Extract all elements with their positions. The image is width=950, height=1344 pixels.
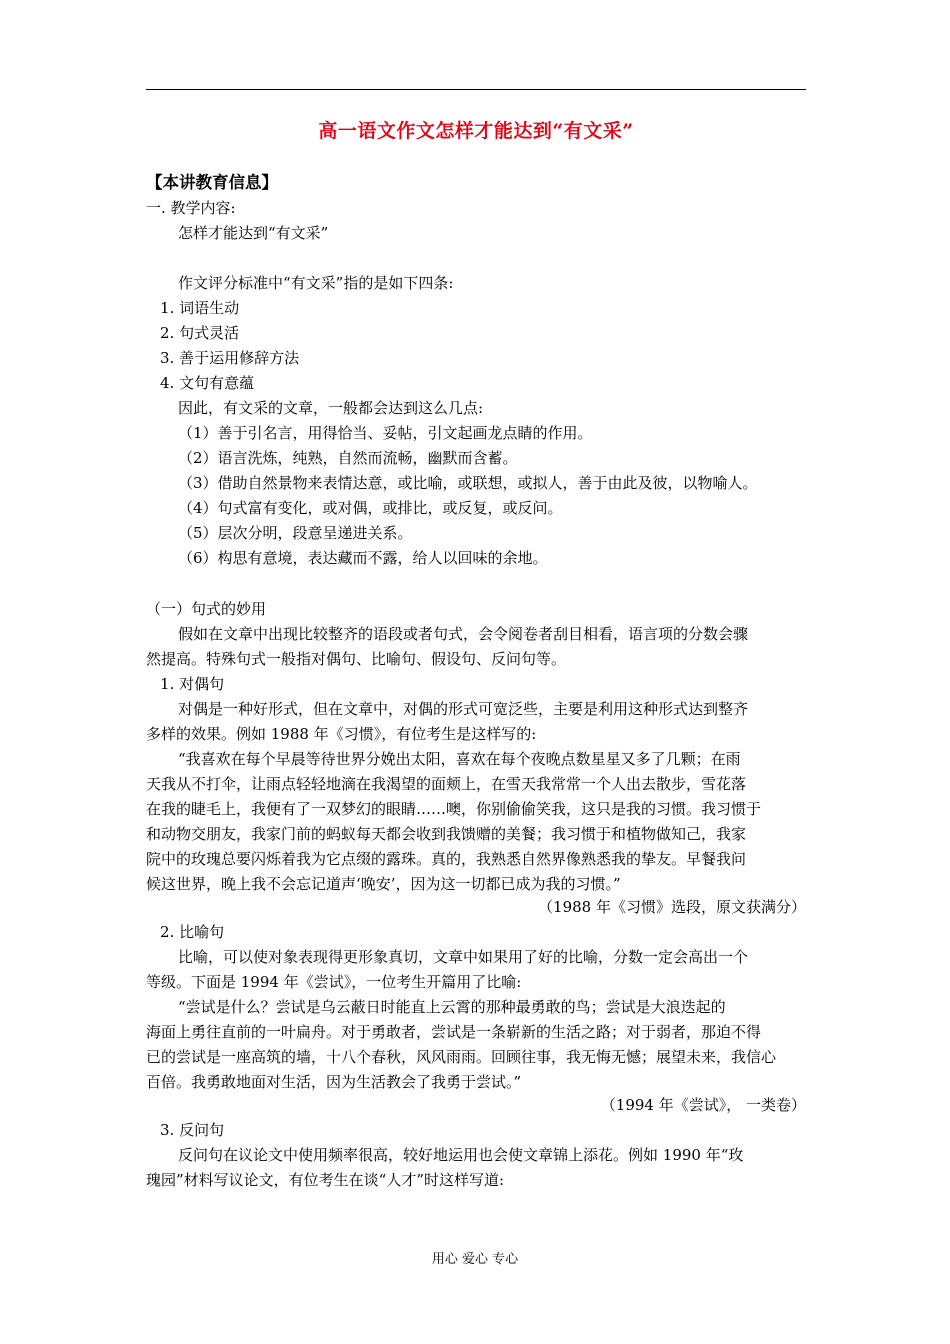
criteria-item-2: 2. 句式灵活 [160, 324, 240, 342]
quote-line: 天我从不打伞，让雨点轻轻地滴在我渴望的面颊上，在雪天我常常一个人出去散步，雪花落 [146, 775, 747, 793]
item-heading-fanwen: 3. 反问句 [160, 1121, 225, 1139]
quote-line: 院中的玫瑰总要闪烁着我为它点缀的露珠。真的，我熟悉自然界像熟悉我的挚友。早餐我问 [146, 850, 747, 868]
document-title: 高一语文作文怎样才能达到“有文采” [318, 120, 634, 142]
point-3: （3）借助自然景物来表情达意，或比喻，或联想，或拟人，善于由此及彼，以物喻人。 [178, 474, 758, 492]
points-intro: 因此，有文采的文章，一般都会达到这么几点: [178, 399, 484, 417]
quote-line: 百倍。我勇敢地面对生活，因为生活教会了我勇于尝试。” [146, 1073, 522, 1091]
quote-line: 已的尝试是一座高筑的墙，十八个春秋，风风雨雨。回顾往事，我无悔无憾；展望未来，我信心 [146, 1048, 777, 1066]
item-heading-biyu: 2. 比喻句 [160, 923, 225, 941]
quote-line: “我喜欢在每个早晨等待世界分娩出太阳，喜欢在每个夜晚点数星星又多了几颗；在雨 [178, 750, 741, 768]
quote-citation: （1988 年《习惯》选段，原文获满分） [538, 898, 806, 916]
point-1: （1）善于引名言，用得恰当、妥帖，引文起画龙点睛的作用。 [178, 424, 593, 442]
quote-citation: （1994 年《尝试》， 一类卷） [600, 1096, 806, 1114]
criteria-item-3: 3. 善于运用修辞方法 [160, 349, 300, 367]
paragraph-line: 多样的效果。例如 1988 年《习惯》，有位考生是这样写的: [146, 725, 537, 743]
paragraph-line: 对偶是一种好形式，但在文章中，对偶的形式可宽泛些，主要是利用这种形式达到整齐 [178, 700, 749, 718]
item-heading-duiou: 1. 对偶句 [160, 675, 225, 693]
criteria-item-4: 4. 文句有意蕴 [160, 374, 255, 392]
teaching-content-topic: 怎样才能达到“有文采” [178, 224, 329, 242]
teaching-content-heading: 一. 教学内容: [146, 199, 236, 217]
quote-line: 在我的睫毛上，我便有了一双梦幻的眼睛……噢，你别偷偷笑我，这只是我的习惯。我习惯于 [146, 800, 762, 818]
paragraph-line: 假如在文章中出现比较整齐的语段或者句式，会令阅卷者刮目相看，语言项的分数会骤 [178, 625, 749, 643]
page-footer: 用心 爱心 专心 [431, 1252, 519, 1267]
quote-line: “尝试是什么？尝试是乌云蔽日时能直上云霄的那种最勇敢的鸟；尝试是大浪迭起的 [178, 998, 726, 1016]
header-rule [146, 89, 806, 90]
quote-line: 和动物交朋友，我家门前的蚂蚁每天都会收到我馈赠的美餐；我习惯于和植物做知己，我家 [146, 825, 747, 843]
paragraph-line: 反问句在议论文中使用频率很高，较好地运用也会使文章锦上添花。例如 1990 年“玫 [178, 1146, 744, 1164]
paragraph-line: 瑰园”材料写议论文，有位考生在谈“人才”时这样写道: [146, 1171, 505, 1189]
paragraph-line: 等级。下面是 1994 年《尝试》，一位考生开篇用了比喻: [146, 973, 522, 991]
criteria-item-1: 1. 词语生动 [160, 299, 240, 317]
criteria-intro: 作文评分标准中“有文采”指的是如下四条: [178, 274, 454, 292]
point-2: （2）语言洗炼，纯熟，自然而流畅，幽默而含蓄。 [178, 449, 518, 467]
subsection-heading: （一）句式的妙用 [146, 600, 267, 618]
section-header: 【本讲教育信息】 [146, 173, 278, 192]
paragraph-line: 然提高。特殊句式一般指对偶句、比喻句、假设句、反问句等。 [146, 650, 567, 668]
paragraph-line: 比喻，可以使对象表现得更形象真切，文章中如果用了好的比喻，分数一定会高出一个 [178, 948, 749, 966]
quote-line: 候这世界，晚上我不会忘记道声‘晚安’，因为这一切都已成为我的习惯。” [146, 875, 621, 893]
quote-line: 海面上勇往直前的一叶扁舟。对于勇敢者，尝试是一条崭新的生活之路；对于弱者，那迫不得 [146, 1023, 762, 1041]
point-6: （6）构思有意境，表达藏而不露，给人以回味的余地。 [178, 549, 548, 567]
point-5: （5）层次分明，段意呈递进关系。 [178, 524, 413, 542]
point-4: （4）句式富有变化，或对偶，或排比，或反复，或反问。 [178, 499, 563, 517]
